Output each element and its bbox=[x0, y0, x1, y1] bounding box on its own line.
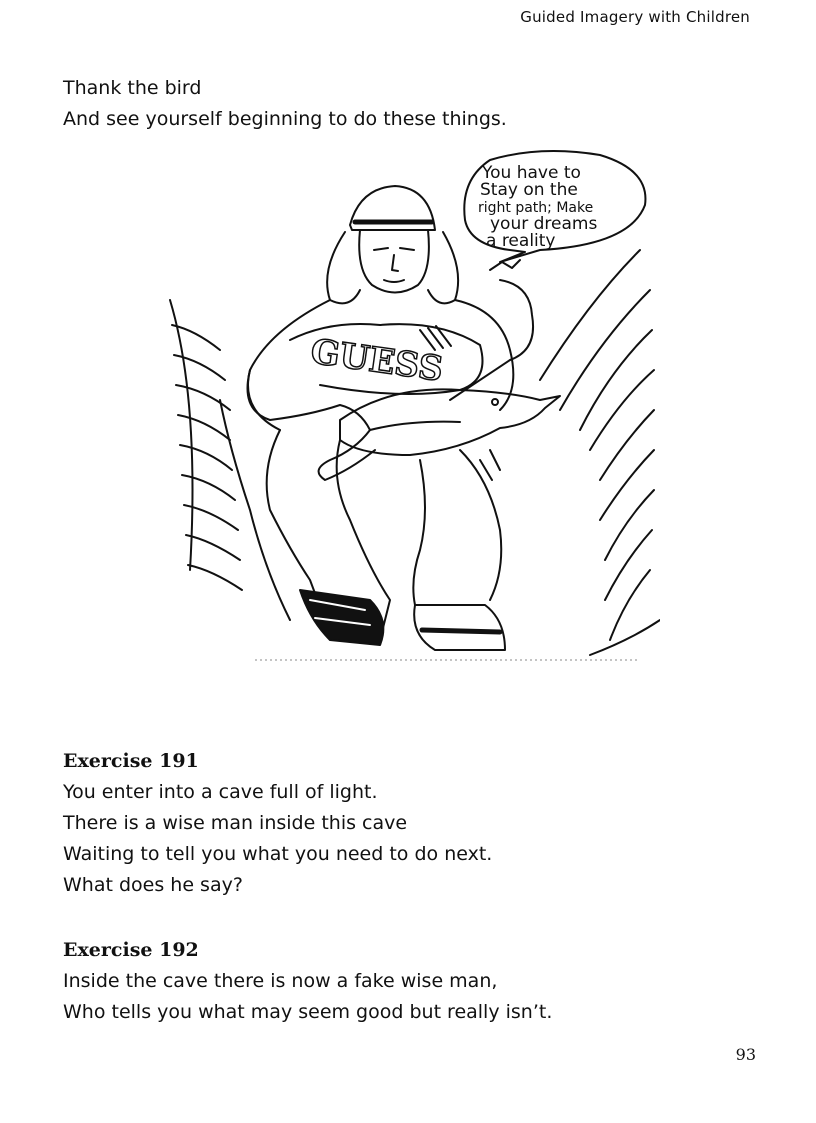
sneaker-right bbox=[414, 605, 505, 650]
right-wing bbox=[540, 250, 654, 640]
speech-line: right path; Make bbox=[478, 200, 594, 216]
exercise-line: Who tells you what may seem good but really isn’t. bbox=[63, 1001, 553, 1023]
exercise-line: You enter into a cave full of light. bbox=[63, 781, 378, 803]
drawing-boy-with-bird bbox=[160, 150, 660, 665]
speech-line: your dreams bbox=[490, 214, 598, 234]
sneaker-left bbox=[300, 590, 383, 645]
exercise-191 bbox=[63, 746, 492, 901]
exercise-title: Exercise 191 bbox=[63, 750, 199, 772]
page-number: 93 bbox=[735, 1045, 756, 1064]
intro-line: Thank the bird bbox=[63, 77, 202, 99]
running-header: Guided Imagery with Children bbox=[520, 8, 750, 26]
speech-line: You have to bbox=[482, 163, 581, 183]
shirt-logo-text: GUESS bbox=[308, 331, 446, 390]
exercise-192 bbox=[63, 935, 552, 1028]
speech-line: a reality bbox=[486, 231, 556, 251]
exercise-line: Inside the cave there is now a fake wise man, bbox=[63, 970, 498, 992]
intro-text bbox=[63, 73, 507, 135]
speech-line: Stay on the bbox=[480, 180, 578, 200]
intro-line: And see yourself beginning to do these things. bbox=[63, 108, 507, 130]
exercise-line: There is a wise man inside this cave bbox=[63, 812, 408, 834]
exercise-title: Exercise 192 bbox=[63, 939, 199, 961]
exercise-line: What does he say? bbox=[63, 874, 243, 896]
exercise-line: Waiting to tell you what you need to do next. bbox=[63, 843, 493, 865]
